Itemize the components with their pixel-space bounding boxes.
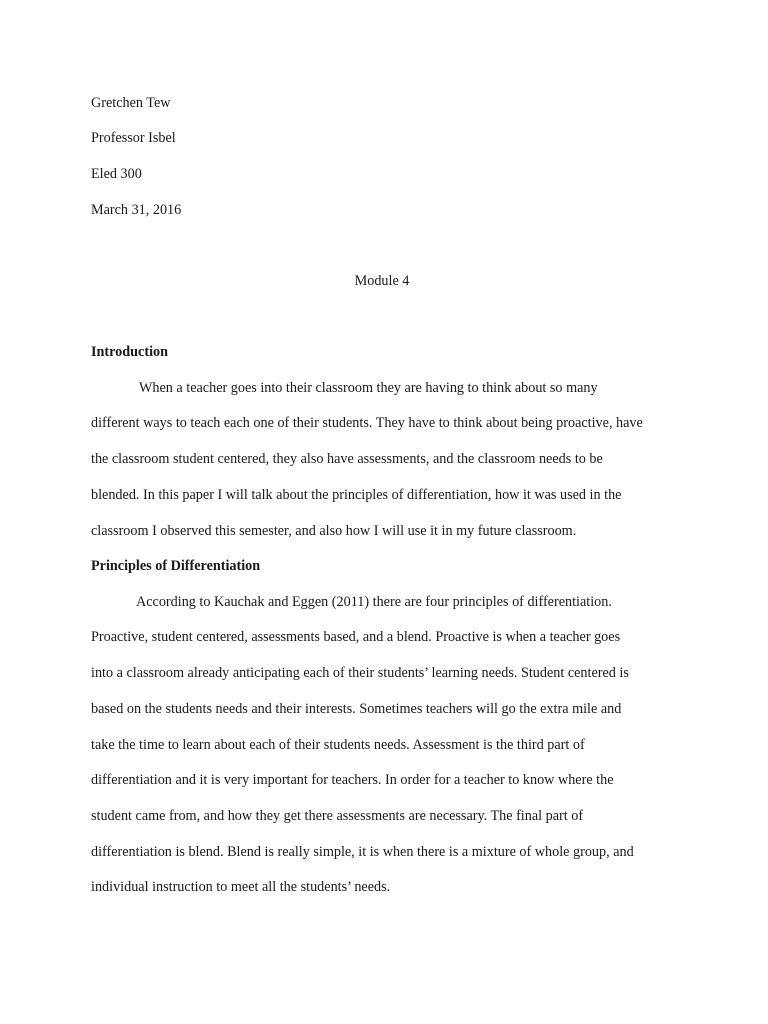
date-line: March 31, 2016 — [91, 202, 182, 218]
paragraph-line: student came from, and how they get there assessments are necessary. The final part of — [91, 808, 584, 824]
paragraph-line: classroom I observed this semester, and also how I will use it in my future classroom. — [91, 523, 577, 539]
paragraph-line: take the time to learn about each of their students needs. Assessment is the third part of — [91, 737, 585, 753]
paragraph-line: individual instruction to meet all the students’ needs. — [91, 879, 391, 895]
paragraph-line: Proactive, student centered, assessments based, and a blend. Proactive is when a teacher goes — [91, 629, 621, 645]
section-heading-principles: Principles of Differentiation — [91, 558, 261, 574]
page-title: Module 4 — [354, 273, 410, 289]
paragraph-line: When a teacher goes into their classroom they are having to think about so many — [139, 380, 598, 396]
paragraph-line: differentiation and it is very important for teachers. In order for a teacher to know where the — [91, 772, 614, 788]
professor-name: Professor Isbel — [91, 130, 176, 146]
paragraph-line: the classroom student centered, they also have assessments, and the classroom needs to be — [91, 451, 603, 467]
paragraph-line: blended. In this paper I will talk about the principles of differentiation, how it was used in the — [91, 487, 622, 503]
paragraph-line: According to Kauchak and Eggen (2011) there are four principles of differentiation. — [136, 594, 612, 610]
paragraph-line: into a classroom already anticipating each of their students’ learning needs. Student centered is — [91, 665, 629, 681]
section-heading-introduction: Introduction — [91, 344, 168, 360]
course-name: Eled 300 — [91, 166, 142, 182]
paragraph-line: based on the students needs and their interests. Sometimes teachers will go the extra mile and — [91, 701, 622, 717]
author-name: Gretchen Tew — [91, 95, 171, 111]
paragraph-line: differentiation is blend. Blend is really simple, it is when there is a mixture of whole group, and — [91, 844, 634, 860]
paragraph-line: different ways to teach each one of their students. They have to think about being proactive, have — [91, 415, 643, 431]
